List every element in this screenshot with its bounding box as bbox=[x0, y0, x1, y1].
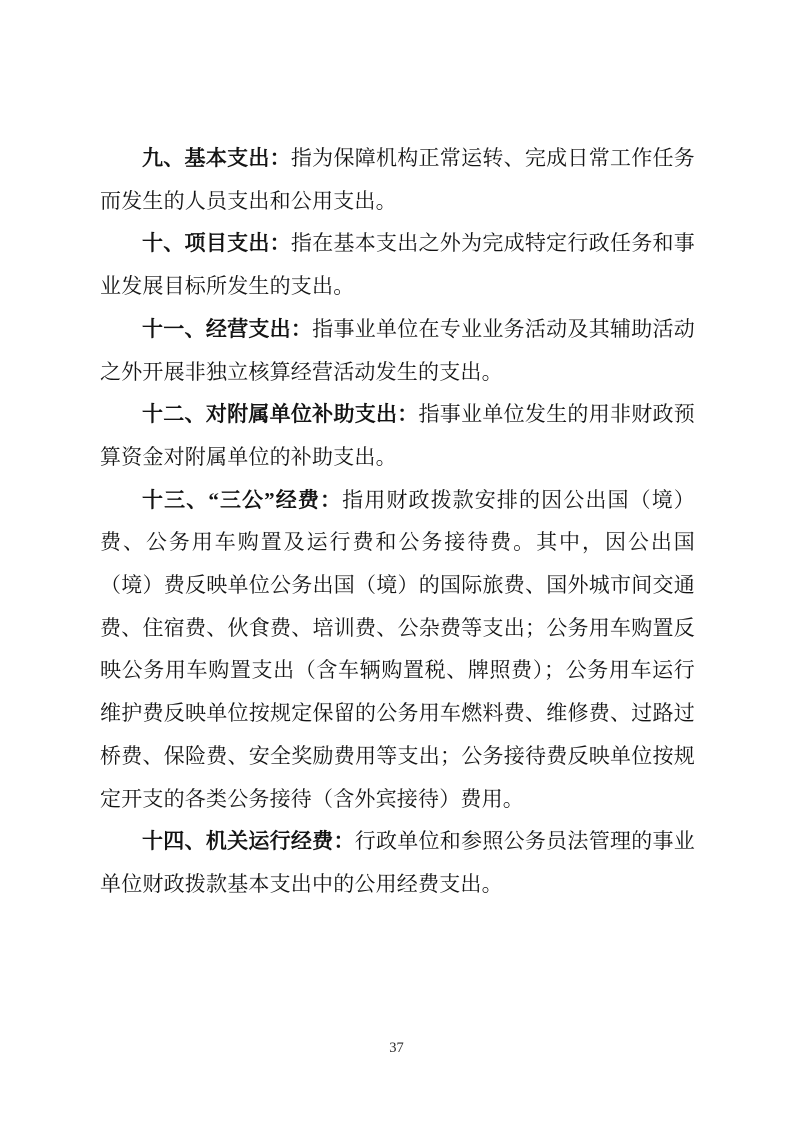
definition-text: 行政单位和参照公务员法管理的事业单位财政拨款基本支出中的公用经费支出。 bbox=[100, 829, 695, 896]
document-body bbox=[100, 137, 695, 906]
definition-text: 指事业单位发生的用非财政预算资金对附属单位的补助支出。 bbox=[100, 402, 695, 469]
definition-text: 指用财政拨款安排的因公出国（境）费、公务用车购置及运行费和公务接待费。其中，因公出国（境）费反映单位公务出国（境）的国际旅费、国外城市间交通费、住宿费、伙食费、培训费、公杂费等支出；公务用车购置反映公务用车购置支出（含车辆购置税、牌照费）；公务用车运行维护费反映单位按规定保留的公务用车燃料费、维修费、过路过桥费、保险费、安全奖励费用等支出；公务接待费反映单位按规定开支的各类公务接待（含外宾接待）费用。 bbox=[100, 487, 696, 811]
term-label: 十一、经营支出： bbox=[142, 316, 313, 341]
term-label: 十二、对附属单位补助支出： bbox=[142, 402, 419, 427]
definition-paragraph bbox=[100, 479, 695, 821]
term-label: 九、基本支出： bbox=[142, 146, 291, 170]
definition-paragraph bbox=[100, 308, 695, 393]
definition-paragraph bbox=[100, 393, 695, 478]
term-label: 十四、机关运行经费： bbox=[142, 829, 355, 854]
definition-paragraph bbox=[100, 222, 695, 307]
definition-text: 指在基本支出之外为完成特定行政任务和事业发展目标所发生的支出。 bbox=[100, 231, 695, 299]
definition-paragraph bbox=[100, 137, 695, 222]
term-label: 十、项目支出： bbox=[142, 231, 291, 256]
page-number: 37 bbox=[389, 1040, 404, 1056]
definition-text: 指事业单位在专业业务活动及其辅助活动之外开展非独立核算经营活动发生的支出。 bbox=[100, 316, 695, 384]
definition-text: 指为保障机构正常运转、完成日常工作任务而发生的人员支出和公用支出。 bbox=[100, 146, 695, 213]
term-label: 十三、“三公”经费： bbox=[142, 487, 343, 512]
definition-paragraph bbox=[100, 820, 695, 905]
